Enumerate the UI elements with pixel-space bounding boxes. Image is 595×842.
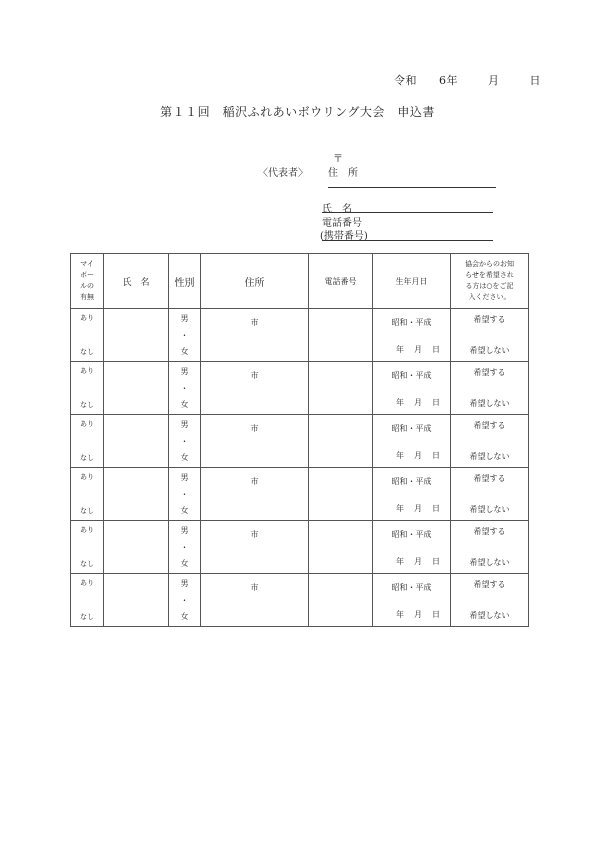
dob-day-label: 日: [432, 398, 440, 407]
city-suffix: 市: [250, 424, 259, 433]
myball-cell[interactable]: [71, 468, 104, 521]
dob-era-options[interactable]: 昭和・平成: [391, 371, 432, 380]
rep-address-line[interactable]: [328, 187, 496, 188]
myball-cell[interactable]: [71, 574, 104, 627]
rep-phone-label: 電話番号: [322, 218, 362, 229]
gender-female-option[interactable]: 女: [180, 559, 189, 568]
header-name: 氏 名: [104, 254, 169, 309]
dob-cell[interactable]: [373, 468, 451, 521]
gender-separator: ・: [180, 595, 189, 605]
dob-era-options[interactable]: 昭和・平成: [391, 530, 432, 539]
header-myball: マイ ボー ルの 有無: [71, 254, 104, 309]
dob-era-options[interactable]: 昭和・平成: [391, 583, 432, 592]
dob-cell[interactable]: [373, 574, 451, 627]
participants-table: [70, 253, 529, 627]
gender-cell[interactable]: [169, 362, 201, 415]
dob-cell[interactable]: [373, 309, 451, 362]
address-cell[interactable]: [201, 362, 309, 415]
rep-name-line[interactable]: [322, 212, 493, 213]
dob-day-label: 日: [432, 557, 440, 566]
gender-cell[interactable]: [169, 468, 201, 521]
gender-male-option[interactable]: 男: [180, 473, 189, 482]
rep-phone-line[interactable]: [322, 240, 493, 241]
rep-address-label: 住 所: [328, 168, 358, 179]
gender-separator: ・: [180, 436, 189, 446]
dob-cell[interactable]: [373, 415, 451, 468]
phone-cell[interactable]: [309, 309, 373, 362]
ball-no-option[interactable]: なし: [80, 560, 94, 568]
contact-wish-cell[interactable]: [451, 521, 529, 574]
gender-separator: ・: [180, 489, 189, 499]
city-suffix: 市: [250, 318, 259, 327]
dob-year-label: 年: [396, 504, 404, 513]
name-cell[interactable]: [104, 468, 169, 521]
contact-wish-cell[interactable]: [451, 574, 529, 627]
header-contact-wish: 協会からのお知 らせを希望され る方は○をご記 入ください。: [451, 254, 529, 309]
gender-male-option[interactable]: 男: [180, 579, 189, 588]
date-month: 月: [488, 74, 500, 87]
gender-separator: ・: [180, 330, 189, 340]
name-cell[interactable]: [104, 415, 169, 468]
name-cell[interactable]: [104, 574, 169, 627]
phone-cell[interactable]: [309, 468, 373, 521]
gender-female-option[interactable]: 女: [180, 506, 189, 515]
ball-no-option[interactable]: なし: [80, 613, 94, 621]
table-row: [71, 521, 529, 574]
wish-yes-option[interactable]: 希望する: [473, 474, 506, 483]
phone-cell[interactable]: [309, 574, 373, 627]
address-cell[interactable]: [201, 468, 309, 521]
gender-female-option[interactable]: 女: [180, 453, 189, 462]
wish-yes-option[interactable]: 希望する: [473, 580, 506, 589]
city-suffix: 市: [250, 477, 259, 486]
dob-year-label: 年: [396, 557, 404, 566]
wish-yes-option[interactable]: 希望する: [473, 315, 506, 324]
phone-cell[interactable]: [309, 362, 373, 415]
rep-name-label: 氏 名: [322, 204, 352, 215]
address-cell[interactable]: [201, 574, 309, 627]
table-row: [71, 415, 529, 468]
city-suffix: 市: [250, 583, 259, 592]
header-gender: 性別: [169, 254, 201, 309]
dob-cell[interactable]: [373, 521, 451, 574]
gender-cell[interactable]: [169, 574, 201, 627]
wish-yes-option[interactable]: 希望する: [473, 421, 506, 430]
name-cell[interactable]: [104, 521, 169, 574]
dob-day-label: 日: [432, 504, 440, 513]
dob-year-label: 年: [396, 451, 404, 460]
name-cell[interactable]: [104, 309, 169, 362]
ball-yes-option[interactable]: あり: [80, 473, 94, 481]
table-row: [71, 362, 529, 415]
contact-wish-cell[interactable]: [451, 415, 529, 468]
name-cell[interactable]: [104, 362, 169, 415]
wish-no-option[interactable]: 希望しない: [469, 346, 510, 355]
city-suffix: 市: [250, 530, 259, 539]
myball-cell[interactable]: [71, 521, 104, 574]
wish-yes-option[interactable]: 希望する: [473, 368, 506, 377]
gender-male-option[interactable]: 男: [180, 526, 189, 535]
ball-yes-option[interactable]: あり: [80, 579, 94, 587]
dob-era-options[interactable]: 昭和・平成: [391, 424, 432, 433]
gender-female-option[interactable]: 女: [180, 400, 189, 409]
myball-cell[interactable]: [71, 362, 104, 415]
dob-month-label: 月: [414, 451, 422, 460]
wish-no-option[interactable]: 希望しない: [469, 399, 510, 408]
header-phone: 電話番号: [309, 254, 373, 309]
date-year: 6年: [439, 74, 458, 87]
myball-cell[interactable]: [71, 309, 104, 362]
dob-month-label: 月: [414, 504, 422, 513]
dob-era-options[interactable]: 昭和・平成: [391, 477, 432, 486]
table-row: [71, 309, 529, 362]
table-header-row: [71, 254, 529, 309]
ball-yes-option[interactable]: あり: [80, 367, 94, 375]
wish-no-option[interactable]: 希望しない: [469, 558, 510, 567]
contact-wish-cell[interactable]: [451, 309, 529, 362]
dob-day-label: 日: [432, 451, 440, 460]
rep-mobile-label: (携帯番号): [320, 231, 368, 242]
representative-label: 〈代表者〉: [258, 168, 308, 179]
city-suffix: 市: [250, 371, 259, 380]
gender-separator: ・: [180, 542, 189, 552]
dob-year-label: 年: [396, 398, 404, 407]
ball-no-option[interactable]: なし: [80, 454, 94, 462]
date-day: 日: [529, 74, 541, 87]
dob-era-options[interactable]: 昭和・平成: [391, 318, 432, 327]
dob-year-label: 年: [396, 345, 404, 354]
dob-year-label: 年: [396, 610, 404, 619]
myball-cell[interactable]: [71, 415, 104, 468]
gender-female-option[interactable]: 女: [180, 347, 189, 356]
dob-day-label: 日: [432, 345, 440, 354]
dob-month-label: 月: [414, 557, 422, 566]
dob-cell[interactable]: [373, 362, 451, 415]
document-title: 第１１回 稲沢ふれあいボウリング大会 申込書: [160, 105, 435, 119]
dob-month-label: 月: [414, 610, 422, 619]
ball-yes-option[interactable]: あり: [80, 314, 94, 322]
gender-cell[interactable]: [169, 521, 201, 574]
phone-cell[interactable]: [309, 521, 373, 574]
gender-male-option[interactable]: 男: [180, 420, 189, 429]
header-address: 住所: [201, 254, 309, 309]
address-cell[interactable]: [201, 521, 309, 574]
ball-no-option[interactable]: なし: [80, 507, 94, 515]
wish-no-option[interactable]: 希望しない: [469, 452, 510, 461]
dob-month-label: 月: [414, 345, 422, 354]
dob-month-label: 月: [414, 398, 422, 407]
gender-female-option[interactable]: 女: [180, 612, 189, 621]
ball-yes-option[interactable]: あり: [80, 526, 94, 534]
ball-yes-option[interactable]: あり: [80, 420, 94, 428]
gender-male-option[interactable]: 男: [180, 314, 189, 323]
table-row: [71, 574, 529, 627]
dob-day-label: 日: [432, 610, 440, 619]
header-dob: 生年月日: [373, 254, 451, 309]
wish-yes-option[interactable]: 希望する: [473, 527, 506, 536]
address-cell[interactable]: [201, 415, 309, 468]
date-era: 令和: [394, 74, 417, 87]
gender-separator: ・: [180, 383, 189, 393]
contact-wish-cell[interactable]: [451, 468, 529, 521]
gender-male-option[interactable]: 男: [180, 367, 189, 376]
gender-cell[interactable]: [169, 309, 201, 362]
phone-cell[interactable]: [309, 415, 373, 468]
ball-no-option[interactable]: なし: [80, 401, 94, 409]
table-row: [71, 468, 529, 521]
application-date: [394, 72, 541, 88]
contact-wish-cell[interactable]: [451, 362, 529, 415]
gender-cell[interactable]: [169, 415, 201, 468]
ball-no-option[interactable]: なし: [80, 348, 94, 356]
address-cell[interactable]: [201, 309, 309, 362]
wish-no-option[interactable]: 希望しない: [469, 505, 510, 514]
wish-no-option[interactable]: 希望しない: [469, 611, 510, 620]
postal-mark: 〒: [333, 154, 343, 165]
